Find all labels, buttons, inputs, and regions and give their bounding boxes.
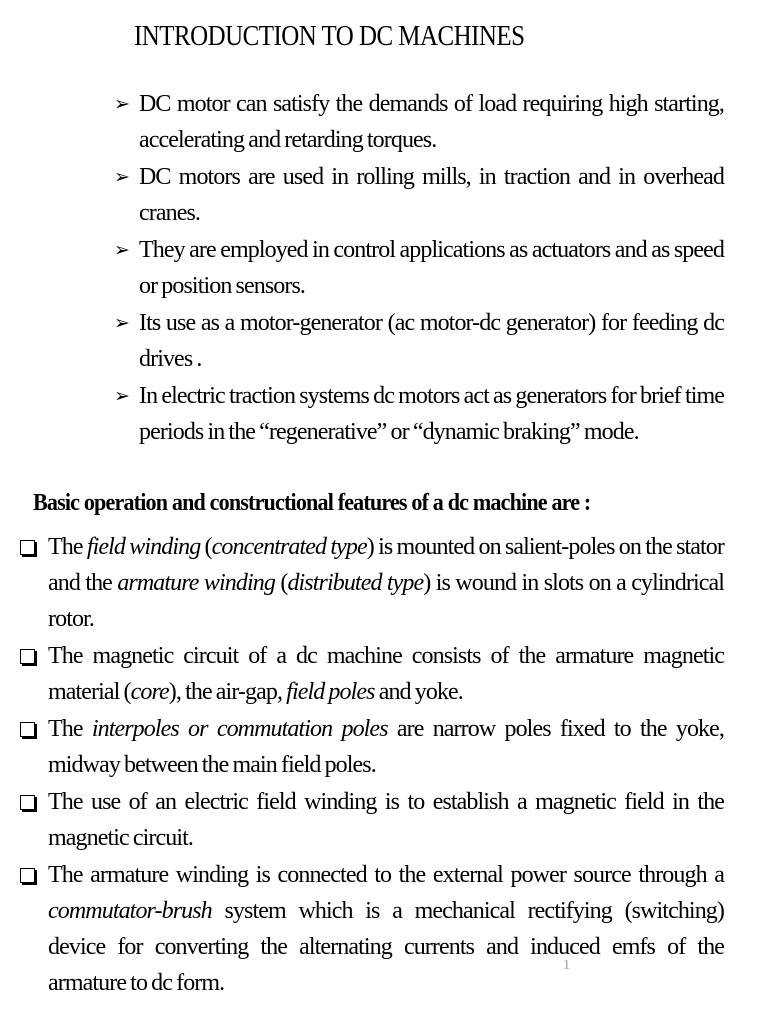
feature-text: The armature winding is connected to the external power source through a [48, 862, 724, 888]
feature-text: The [48, 716, 92, 742]
intro-point-text: DC motor can satisfy the demands of load requiring high starting, accelerating and retarding torques. [139, 91, 724, 153]
intro-point [112, 378, 724, 450]
hollow-square-bullet-icon [20, 795, 35, 810]
arrowhead-bullet-icon: ➢ [114, 239, 130, 261]
intro-point-text: Its use as a motor-generator (ac motor-dc generator) for feeding dc drives . [139, 310, 724, 372]
feature-term-italic: armature winding [117, 570, 275, 596]
hollow-square-bullet-icon [20, 722, 35, 737]
feature-term-italic: commutator-brush [48, 898, 212, 924]
feature-text: The [48, 534, 87, 560]
feature-point [20, 711, 724, 783]
feature-text: ( [200, 534, 212, 560]
feature-text: ) is wound in slots on a cylindrical rotor. [48, 570, 725, 632]
feature-point [20, 857, 724, 1001]
feature-text: are narrow poles fixed to the yoke, midway between the main field poles. [48, 716, 724, 778]
feature-text: ( [274, 570, 288, 596]
feature-point [20, 784, 724, 856]
hollow-square-bullet-icon [20, 868, 35, 883]
arrowhead-bullet-icon: ➢ [114, 385, 130, 407]
feature-term-italic: field poles [286, 679, 375, 705]
feature-text: system which is a mechanical rectifying (switching) device for converting the alternating currents and induced emfs of the armature to dc form. [48, 898, 724, 996]
arrowhead-bullet-icon: ➢ [114, 166, 130, 188]
arrowhead-bullet-icon: ➢ [114, 93, 130, 115]
intro-point [112, 232, 724, 304]
intro-point-text: DC motors are used in rolling mills, in traction and in overhead cranes. [139, 164, 724, 226]
hollow-square-bullet-icon [20, 649, 35, 664]
feature-text: The magnetic circuit of a dc machine consists of the armature magnetic material ( [48, 643, 724, 705]
intro-point-text: They are employed in control applications as actuators and as speed or position sensors. [139, 237, 724, 299]
intro-point [112, 86, 724, 158]
section-heading: Basic operation and constructional features of a dc machine are : [33, 490, 591, 516]
feature-text: ) is mounted on salient-poles on the stator and the [48, 534, 724, 596]
intro-point-text: In electric traction systems dc motors act as generators for brief time periods in the “regenerative” or “dynamic braking” mode. [139, 383, 724, 445]
page-number: 1 [563, 958, 570, 973]
feature-bullet-list [20, 529, 724, 1002]
feature-point [20, 638, 724, 710]
feature-term-italic: field winding [86, 534, 201, 560]
intro-point [112, 159, 724, 231]
intro-point [112, 305, 724, 377]
hollow-square-bullet-icon [20, 540, 35, 555]
intro-bullet-list [112, 86, 724, 451]
feature-term-italic: concentrated type [211, 534, 367, 560]
feature-text: ), the air-gap, [168, 679, 287, 705]
feature-point [20, 529, 724, 637]
feature-text: and yoke. [374, 679, 463, 705]
feature-text: The use of an electric field winding is to establish a magnetic field in the magnetic circuit. [48, 789, 724, 851]
page-title: INTRODUCTION TO DC MACHINES [134, 20, 525, 52]
feature-term-italic: core [130, 679, 169, 705]
arrowhead-bullet-icon: ➢ [114, 312, 130, 334]
feature-term-italic: distributed type [287, 570, 424, 596]
feature-term-italic: interpoles or commutation poles [91, 716, 388, 742]
